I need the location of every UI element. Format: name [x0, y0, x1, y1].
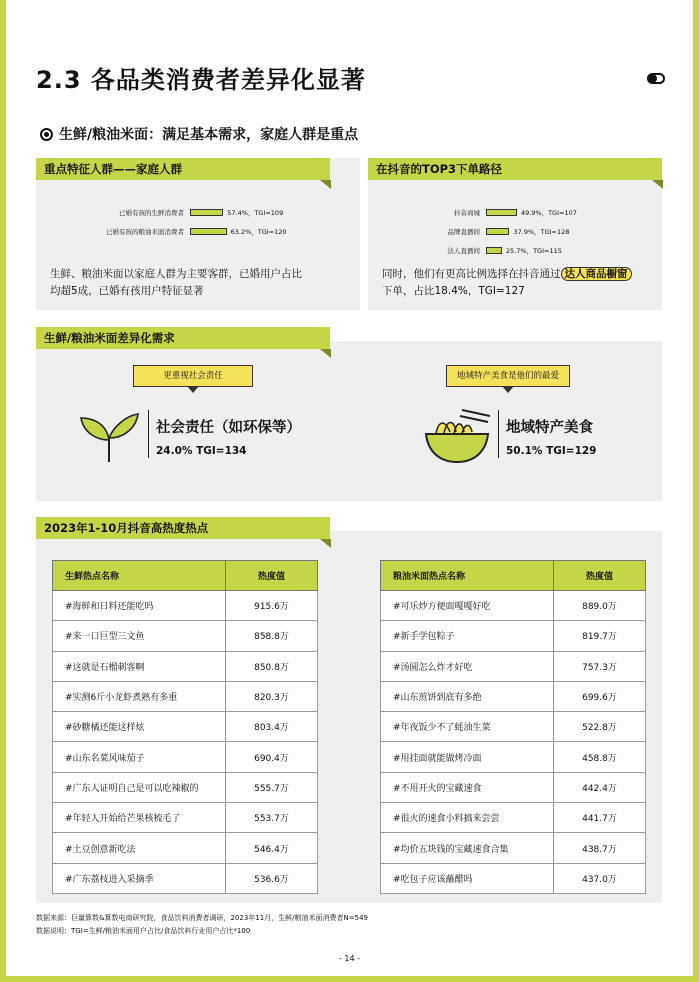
regional-callout: 地域特产美食是他们的最爱	[446, 365, 570, 387]
bar-value: 49.9%，TGI=107	[520, 208, 577, 217]
hot-topics-tab: 2023年1-10月抖音高热度热点	[36, 517, 330, 539]
bar	[486, 209, 517, 216]
table-row	[381, 712, 646, 742]
table-row	[381, 651, 646, 681]
topic-name-cell: #广东荔枝进入采摘季	[53, 863, 226, 893]
heat-value-cell: 442.4万	[554, 772, 646, 802]
column-header: 热度值	[226, 561, 318, 591]
topic-name-cell: #砂糖橘还能这样炫	[53, 712, 226, 742]
table-row	[53, 651, 318, 681]
bar-label: 抖音商城	[454, 208, 480, 217]
heat-value-cell: 699.6万	[554, 681, 646, 711]
path-panel-tab: 在抖音的TOP3下单路径	[368, 158, 662, 180]
heat-value-cell: 819.7万	[554, 621, 646, 651]
bar-value: 63.2%，TGI=120	[230, 227, 287, 236]
divider	[498, 410, 499, 458]
social-title: 社会责任（如环保等）	[156, 420, 301, 436]
regional-stat: 50.1% TGI=129	[506, 445, 597, 457]
noodle-bowl-icon	[422, 406, 494, 466]
bar	[486, 228, 509, 235]
bar-label: 已婚有孩的生鲜消费者	[119, 208, 184, 217]
table-row	[381, 833, 646, 863]
table-row	[53, 863, 318, 893]
heat-value-cell: 553.7万	[226, 803, 318, 833]
heat-value-cell: 803.4万	[226, 712, 318, 742]
topic-name-cell: #不用开火的宝藏速食	[381, 772, 554, 802]
heat-value-cell: 850.8万	[226, 651, 318, 681]
table-row	[53, 833, 318, 863]
topic-name-cell: #广东人证明自己是可以吃辣椒的	[53, 772, 226, 802]
grain-hot-table	[380, 560, 646, 894]
table-row	[53, 803, 318, 833]
heat-value-cell: 522.8万	[554, 712, 646, 742]
bar-row	[376, 207, 577, 217]
page-number: - 14 -	[338, 954, 361, 963]
data-explain-note: 数据说明：TGI=生鲜/粮油米面用户占比/食品饮料行业用户占比*100	[36, 927, 251, 935]
topic-name-cell: #山东煎饼到底有多绝	[381, 681, 554, 711]
bar-value: 57.4%，TGI=109	[227, 208, 284, 217]
table-row	[381, 621, 646, 651]
bar-row	[376, 226, 569, 236]
regional-title: 地域特产美食	[506, 420, 593, 436]
bar-label: 已婚有孩的粮油米面消费者	[106, 227, 184, 236]
heat-value-cell: 437.0万	[554, 863, 646, 893]
topic-name-cell: #新手学包粽子	[381, 621, 554, 651]
topic-name-cell: #山东名菜风味茄子	[53, 742, 226, 772]
heat-value-cell: 546.4万	[226, 833, 318, 863]
bar-label: 达人直播间	[447, 246, 480, 255]
heat-value-cell: 690.4万	[226, 742, 318, 772]
report-page	[6, 0, 693, 976]
heat-value-cell: 889.0万	[554, 591, 646, 621]
topic-name-cell: #海鲜和日料还能吃吗	[53, 591, 226, 621]
heat-value-cell: 458.8万	[554, 742, 646, 772]
topic-name-cell: #年夜饭少不了蚝油生菜	[381, 712, 554, 742]
heat-value-cell: 858.8万	[226, 621, 318, 651]
bar-value: 25.7%，TGI=115	[505, 246, 562, 255]
topic-name-cell: #很火的速食小料搞来尝尝	[381, 803, 554, 833]
column-header: 热度值	[554, 561, 646, 591]
family-panel-tab: 重点特征人群——家庭人群	[36, 158, 330, 180]
topic-name-cell: #这就是石榴刺客啊	[53, 651, 226, 681]
target-bullet-icon	[40, 128, 53, 141]
column-header: 生鲜热点名称	[53, 561, 226, 591]
topic-name-cell: #来一口巨型三文鱼	[53, 621, 226, 651]
table-row	[381, 772, 646, 802]
heat-value-cell: 555.7万	[226, 772, 318, 802]
topic-name-cell: #土豆创意新吃法	[53, 833, 226, 863]
subtitle-text: 生鲜/粮油米面：满足基本需求，家庭人群是重点	[59, 127, 359, 143]
sprout-icon	[78, 408, 140, 464]
heat-value-cell: 915.6万	[226, 591, 318, 621]
social-stat: 24.0% TGI=134	[156, 445, 247, 457]
table-row	[381, 742, 646, 772]
topic-name-cell: #均价五块钱的宝藏速食合集	[381, 833, 554, 863]
footnotes	[36, 912, 368, 938]
bar-value: 37.9%，TGI=128	[513, 227, 570, 236]
topic-name-cell: #吃包子应该蘸醋吗	[381, 863, 554, 893]
topic-name-cell: #汤圆怎么炸才好吃	[381, 651, 554, 681]
heat-value-cell: 820.3万	[226, 681, 318, 711]
social-callout: 更重视社会责任	[133, 365, 253, 387]
heat-value-cell: 757.3万	[554, 651, 646, 681]
data-source-note: 数据来源：巨量算数&算数电商研究院，食品饮料消费者调研，2023年11月，生鲜/粮油米面消费者N=549	[36, 914, 368, 922]
needs-panel-tab: 生鲜/粮油米面差异化需求	[36, 327, 330, 349]
table-row	[53, 681, 318, 711]
bar-label: 品牌直播间	[447, 227, 480, 236]
table-row	[381, 591, 646, 621]
divider	[148, 410, 149, 458]
heat-value-cell: 441.7万	[554, 803, 646, 833]
table-row	[53, 742, 318, 772]
topic-name-cell: #用挂面就能做烤冷面	[381, 742, 554, 772]
table-row	[53, 621, 318, 651]
bar	[190, 209, 223, 216]
table-row	[381, 803, 646, 833]
table-row	[381, 681, 646, 711]
table-row	[53, 712, 318, 742]
heat-value-cell: 438.7万	[554, 833, 646, 863]
fresh-hot-table	[52, 560, 318, 894]
table-row	[381, 863, 646, 893]
family-description: 生鲜、粮油米面以家庭人群为主要客群，已婚用户占比 均超5成，已婚有孩用户特征显著	[50, 268, 302, 297]
toggle-icon	[647, 73, 665, 84]
table-row	[53, 591, 318, 621]
table-row	[53, 772, 318, 802]
heat-value-cell: 536.6万	[226, 863, 318, 893]
topic-name-cell: #年轻人开始给芒果核梳毛了	[53, 803, 226, 833]
topic-name-cell: #实测6斤小龙虾煮熟有多重	[53, 681, 226, 711]
highlight-badge: 达人商品橱窗	[561, 267, 632, 281]
bar	[190, 228, 227, 235]
path-description: 同时，他们有更高比例选择在抖音通过 达人商品橱窗 下单，占比18.4%，TGI=127	[382, 266, 632, 300]
bar	[486, 247, 502, 254]
column-header: 粮油米面热点名称	[381, 561, 554, 591]
bar-row	[46, 207, 283, 217]
bar-row	[46, 226, 287, 236]
section-subtitle	[40, 124, 358, 144]
bar-row	[376, 245, 562, 255]
topic-name-cell: #可乐炒方便面嘎嘎好吃	[381, 591, 554, 621]
page-title: 2.3 各品类消费者差异化显著	[36, 66, 366, 94]
